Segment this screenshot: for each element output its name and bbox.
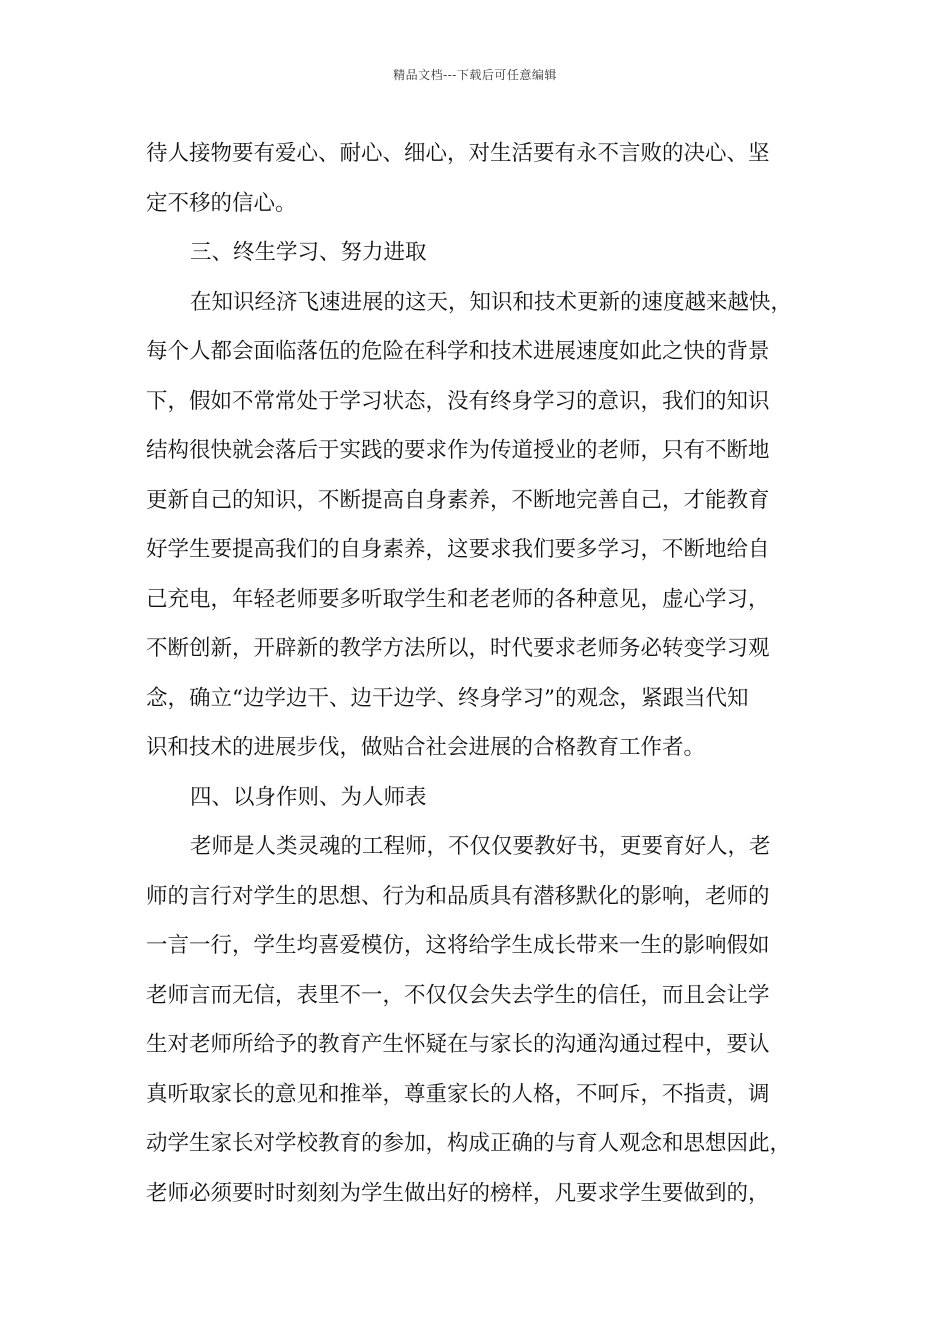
text-line: 每个人都会面临落伍的危险在科学和技术进展速度如此之快的背景	[146, 339, 770, 364]
text-line: 己充电，年轻老师要多听取学生和老老师的各种意见，虚心学习，	[146, 586, 770, 612]
page-header: 精品文档---下载后可任意编辑	[393, 68, 557, 82]
text-line: 识和技术的进展步伐，做贴合社会进展的合格教育工作者。	[146, 735, 706, 760]
text-line: 老师是人类灵魂的工程师，不仅仅要教好书，更要育好人，老	[190, 834, 771, 859]
text-line: 一言一行，学生均喜爱模仿，这将给学生成长带来一生的影响假如	[146, 933, 770, 958]
text-line: 老师必须要时时刻刻为学生做出好的榜样，凡要求学生要做到的，	[146, 1180, 770, 1206]
text-line: 定不移的信心。	[146, 190, 297, 216]
section-heading: 三、终生学习、努力进取	[190, 240, 427, 265]
text-line: 师的言行对学生的思想、行为和品质具有潜移默化的影响，老师的	[146, 883, 770, 909]
text-line: 生对老师所给予的教育产生怀疑在与家长的沟通沟通过程中，要认	[146, 1032, 770, 1057]
text-line: 老师言而无信，表里不一，不仅仅会失去学生的信任，而且会让学	[146, 982, 770, 1008]
text-line: 念，确立“边学边干、边干边学、终身学习”的观念，紧跟当代知	[146, 685, 749, 711]
text-line: 下，假如不常常处于学习状态，没有终身学习的意识，我们的知识	[146, 388, 770, 414]
text-line: 不断创新，开辟新的教学方法所以，时代要求老师务必转变学习观	[146, 636, 770, 661]
section-heading: 四、以身作则、为人师表	[190, 784, 427, 810]
text-line: 真听取家长的意见和推举，尊重家长的人格，不呵斥，不指责，调	[146, 1081, 770, 1107]
text-line: 结构很快就会落后于实践的要求作为传道授业的老师，只有不断地	[146, 438, 770, 463]
text-line: 待人接物要有爱心、耐心、细心，对生活要有永不言败的决心、坚	[146, 141, 770, 166]
text-line: 在知识经济飞速进展的这天，知识和技术更新的速度越来越快，	[190, 289, 793, 315]
text-line: 更新自己的知识，不断提高自身素养，不断地完善自己，才能教育	[146, 487, 770, 513]
text-line: 动学生家长对学校教育的参加，构成正确的与育人观念和思想因此，	[146, 1131, 792, 1156]
document-body	[146, 129, 836, 1218]
text-line: 好学生要提高我们的自身素养，这要求我们要多学习，不断地给自	[146, 537, 770, 562]
